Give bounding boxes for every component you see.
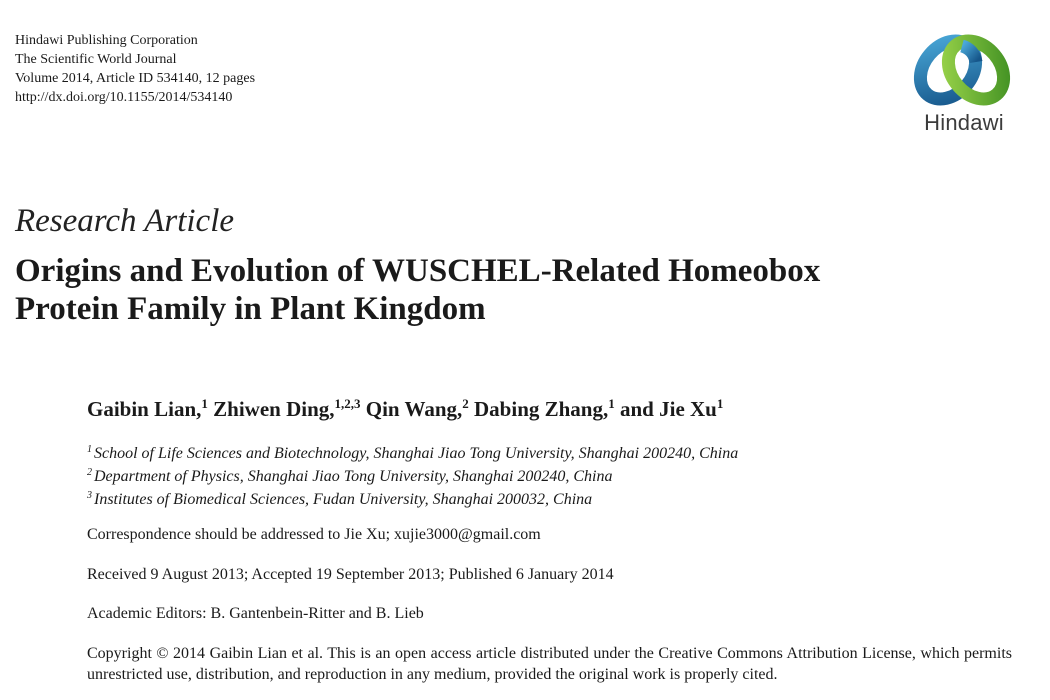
affiliation-marker: 1,2,3 — [334, 396, 361, 411]
copyright-notice: Copyright © 2014 Gaibin Lian et al. This is an open access article distributed under the Creative Commons Attribution License, which permits unrestricted use, distribution, and reproduction in any medium, provided the original work is properly cited. — [87, 645, 1012, 683]
title-line-2: Protein Family in Plant Kingdom — [15, 291, 486, 327]
logo-wordmark: Hindawi — [924, 110, 1004, 135]
author: Dabing Zhang,$^1$ — [474, 396, 615, 421]
affiliation-marker: 1 — [716, 396, 724, 411]
publication-dates: Received 9 August 2013; Accepted 19 September 2013; Published 6 January 2014 — [87, 566, 614, 583]
title-line-1: Origins and Evolution of WUSCHEL-Related Homeobox — [15, 253, 821, 289]
affiliation: $^1$ School of Life Sciences and Biotechnology, Shanghai Jiao Tong University, Shanghai 200240, China — [87, 444, 739, 462]
author: Zhiwen Ding,$^{1,2,3}$ — [213, 396, 361, 421]
affiliation-marker: 1 — [608, 396, 615, 411]
affiliation: $^2$ Department of Physics, Shanghai Jiao Tong University, Shanghai 200240, China — [87, 467, 613, 485]
affiliation-list — [87, 442, 738, 511]
journal-header — [15, 31, 255, 107]
affiliation-marker: 2 — [462, 396, 469, 411]
author: Gaibin Lian,$^1$ — [87, 396, 208, 421]
doi-link[interactable]: http://dx.doi.org/10.1155/2014/534140 — [15, 90, 233, 105]
correspondence: Correspondence should be addressed to Jie Xu; xujie3000@gmail.com — [87, 526, 541, 543]
affiliation-marker: 1 — [201, 396, 208, 411]
author: and Jie Xu$^1$ — [620, 396, 724, 421]
article-type: Research Article — [15, 203, 235, 239]
journal-name: The Scientific World Journal — [15, 52, 177, 67]
hindawi-logo — [910, 32, 1018, 138]
author-list — [87, 397, 723, 422]
publisher-name: Hindawi Publishing Corporation — [15, 33, 198, 48]
author: Qin Wang,$^2$ — [365, 396, 469, 421]
academic-editors: Academic Editors: B. Gantenbein-Ritter and B. Lieb — [87, 605, 424, 622]
volume-info: Volume 2014, Article ID 534140, 12 pages — [15, 71, 256, 86]
hindawi-logo-icon — [910, 32, 1018, 112]
article-title — [15, 252, 820, 328]
affiliation: $^3$ Institutes of Biomedical Sciences, Fudan University, Shanghai 200032, China — [87, 490, 593, 508]
